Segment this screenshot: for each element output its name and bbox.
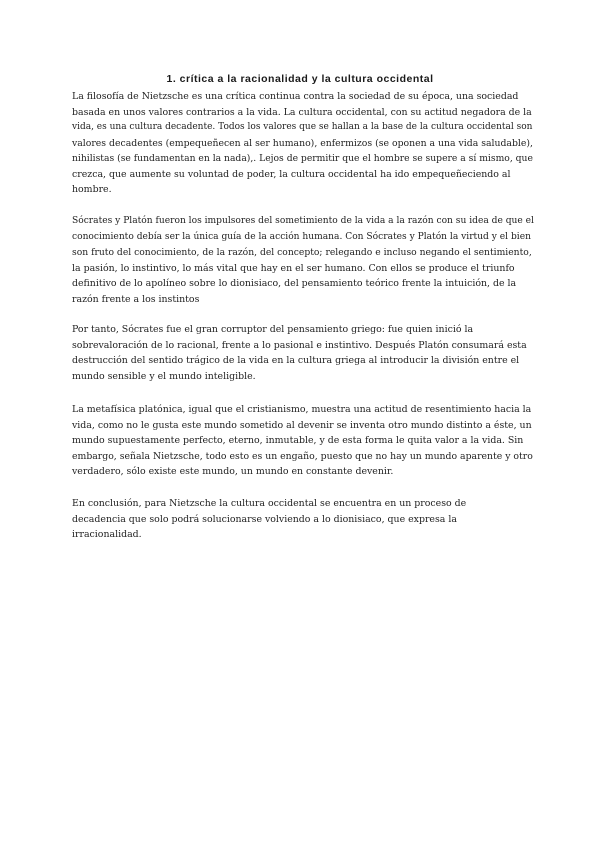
text-line: vida, es una cultura decadente. Todos los valores que se hallan a la base de la cultura occidental son — [72, 122, 533, 132]
text-line: La filosofía de Nietzsche es una crítica continua contra la sociedad de su época, una sociedad — [72, 91, 519, 102]
text-line: sobrevaloración de lo racional, frente a lo pasional e instintivo. Después Platón consumará esta — [72, 339, 527, 351]
text-line: son fruto del conocimiento, de la razón, del concepto; relegando e incluso negando el sentimiento, — [72, 247, 532, 258]
text-line: decadencia que solo podrá solucionarse volviendo a lo dionisiaco, que expresa la — [72, 513, 457, 525]
text-line: Por tanto, Sócrates fue el gran corruptor del pensamiento griego: fue quien inició la — [72, 324, 474, 335]
document-title: 1. crítica a la racionalidad y la cultura occidental — [166, 73, 434, 85]
text-line: mundo supuestamente perfecto, eterno, inmutable, y de esta forma le quita valor a la vida. Sin — [72, 435, 524, 446]
text-line: La metafísica platónica, igual que el cristianismo, muestra una actitud de resentimiento hacia la — [72, 404, 532, 415]
paragraph-1 — [72, 89, 534, 198]
text-line: vida, como no le gusta este mundo sometido al devenir se inventa otro mundo distinto a éste, un — [72, 419, 532, 431]
text-line: mundo sensible y el mundo inteligible. — [72, 370, 256, 382]
paragraph-4 — [72, 402, 534, 480]
text-line: En conclusión, para Nietzsche la cultura occidental se encuentra en un proceso de — [72, 498, 467, 509]
paragraph-5 — [72, 496, 534, 543]
text-line: basada en unos valores contrarios a la vida. La cultura occidental, con su actitud negadora de la — [72, 106, 532, 118]
text-line: hombre. — [72, 184, 112, 195]
text-line: destrucción del sentido trágico de la vida en la cultura griega al introducir la división entre el — [72, 355, 520, 366]
paragraph-2 — [72, 214, 534, 307]
text-line: crezca, que aumente su voluntad de poder, la cultura occidental ha ido empequeñeciendo al — [72, 168, 511, 180]
text-line: razón frente a los instintos — [72, 293, 200, 305]
text-line: nihilistas (se fundamentan en la nada),. Lejos de permitir que el hombre se supere a sí mismo, que — [72, 153, 533, 164]
text-line: definitivo de lo apolíneo sobre lo dionisiaco, del pensamiento teórico frente la intuición, de la — [72, 278, 517, 289]
text-line: irracionalidad. — [72, 529, 142, 540]
text-line: valores decadentes (empequeñecen al ser humano), enfermizos (se oponen a una vida saludable), — [72, 137, 533, 149]
text-line: conocimiento debía ser la única guía de la acción humana. Con Sócrates y Platón la virtud y el bien — [72, 231, 531, 242]
text-line: verdadero, sólo existe este mundo, un mundo en constante devenir. — [72, 466, 394, 477]
text-line: Sócrates y Platón fueron los impulsores del sometimiento de la vida a la razón con su idea de que el — [72, 216, 534, 226]
text-line: embargo, señala Nietzsche, todo esto es un engaño, puesto que no hay un mundo aparente y otro — [72, 450, 533, 462]
paragraph-3 — [72, 322, 534, 384]
text-line: la pasión, lo instintivo, lo más vital que hay en el ser humano. Con ellos se produce el triunfo — [72, 262, 515, 274]
